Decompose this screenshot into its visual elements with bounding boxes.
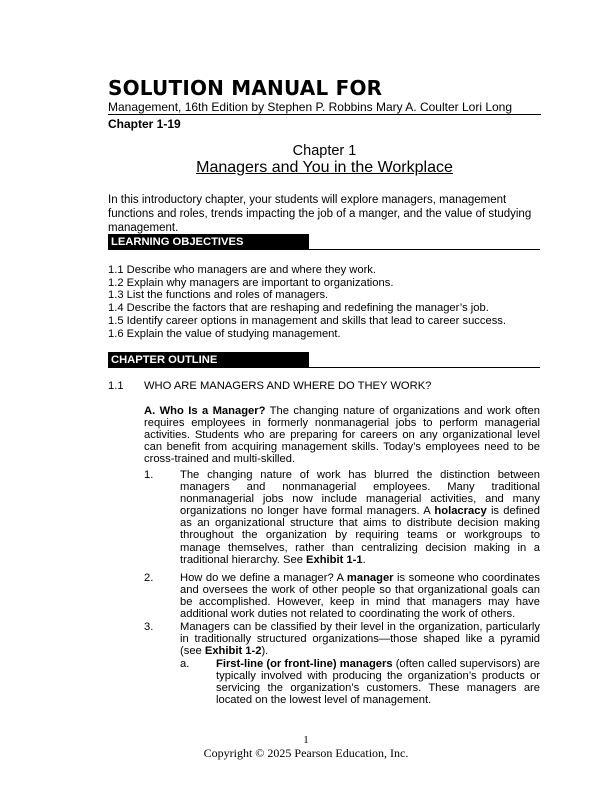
chapter-outline-heading-bar (108, 352, 540, 368)
chapter-range: Chapter 1-19 (108, 117, 181, 131)
objective-item: 1.6 Explain the value of studying management. (108, 327, 341, 340)
exhibit-reference: Exhibit 1-2 (204, 645, 262, 658)
list-item-2: How do we define a manager? A manager is someone who coordinates and oversees the work of other people so that organizational goals can be accomplished. However, keep in mind that managers may have additional work duties not related to coordinating the work of others. (180, 572, 540, 621)
copyright-notice: Copyright © 2025 Pearson Education, Inc. (203, 746, 409, 760)
list-item-3: Managers can be classified by their level in the organization, particularly in traditionally structured organizations—those shaped like a pyramid (see Exhibit 1-2). (180, 621, 540, 658)
list-number: 2. (144, 572, 154, 584)
intro-paragraph: In this introductory chapter, your students will explore managers, management functions and roles, trends impacting the job of a manger, and the value of studying management. (108, 194, 532, 234)
objective-item: 1.5 Identify career options in management and skills that lead to career success. (108, 314, 506, 327)
list-number: 1. (144, 469, 154, 481)
heading-rule (309, 367, 540, 369)
header-rule (108, 114, 541, 115)
exhibit-reference: Exhibit 1-1 (306, 553, 363, 566)
learning-objectives-heading-bar (108, 234, 540, 250)
list-item-3a: First-line (or front-line) managers (often called supervisors) are typically involved with producing the organization’s products or servicing the organization’s customers. These managers are located on the lowest level of management. (216, 658, 540, 707)
list-letter: a. (180, 658, 190, 670)
learning-objectives-list (108, 264, 506, 340)
heading-rule (309, 249, 540, 251)
page-number: 1 (303, 734, 309, 746)
chapter-title: Managers and You in the Workplace (196, 159, 453, 176)
learning-objectives-heading: LEARNING OBJECTIVES (108, 234, 309, 250)
list-number: 3. (144, 621, 154, 633)
term-holacracy: holacracy (434, 505, 487, 518)
objective-item: 1.3 List the functions and roles of managers. (108, 289, 329, 302)
chapter-number: Chapter 1 (292, 143, 357, 159)
outline-section-number: 1.1 (108, 380, 124, 392)
term-first-line-managers: First-line (or front-line) managers (216, 658, 393, 670)
objective-item: 1.4 Describe the factors that are reshaping and redefining the manager’s job. (108, 302, 489, 315)
outline-section-heading (108, 380, 431, 392)
paragraph-who-is-a-manager: A. Who Is a Manager? The changing nature of organizations and work often requires employees in formerly nonmanagerial jobs to perform managerial activities. Students who are preparing for careers on any organizational level can benefit from acquiring management skills. Today’s employees need to be cross-trained and multi-skilled. (144, 405, 540, 466)
paragraph-label: A. Who Is a Manager? (144, 405, 266, 417)
chapter-outline-heading: CHAPTER OUTLINE (108, 352, 309, 368)
term-manager: manager (346, 572, 394, 584)
book-subtitle: Management, 16th Edition by Stephen P. Robbins Mary A. Coulter Lori Long (108, 100, 513, 114)
list-item-1: The changing nature of work has blurred the distinction between managers and nonmanagerial employees. Many traditional nonmanagerial jobs now include managerial activities, and many organizations no longer have formal managers. A holacracy is defined as an organizational structure that aims to distribute decision making throughout the organization by requiring teams or workgroups to manage themselves, rather than centralizing decision making in a traditional hierarchy. See Exhibit 1-1. (180, 469, 540, 566)
objective-item: 1.2 Explain why managers are important to organizations. (108, 276, 394, 289)
objective-item: 1.1 Describe who managers are and where they work. (108, 264, 377, 276)
solution-manual-banner-title: SOLUTION MANUAL FOR (108, 76, 383, 100)
outline-section-title: WHO ARE MANAGERS AND WHERE DO THEY WORK? (144, 380, 432, 392)
